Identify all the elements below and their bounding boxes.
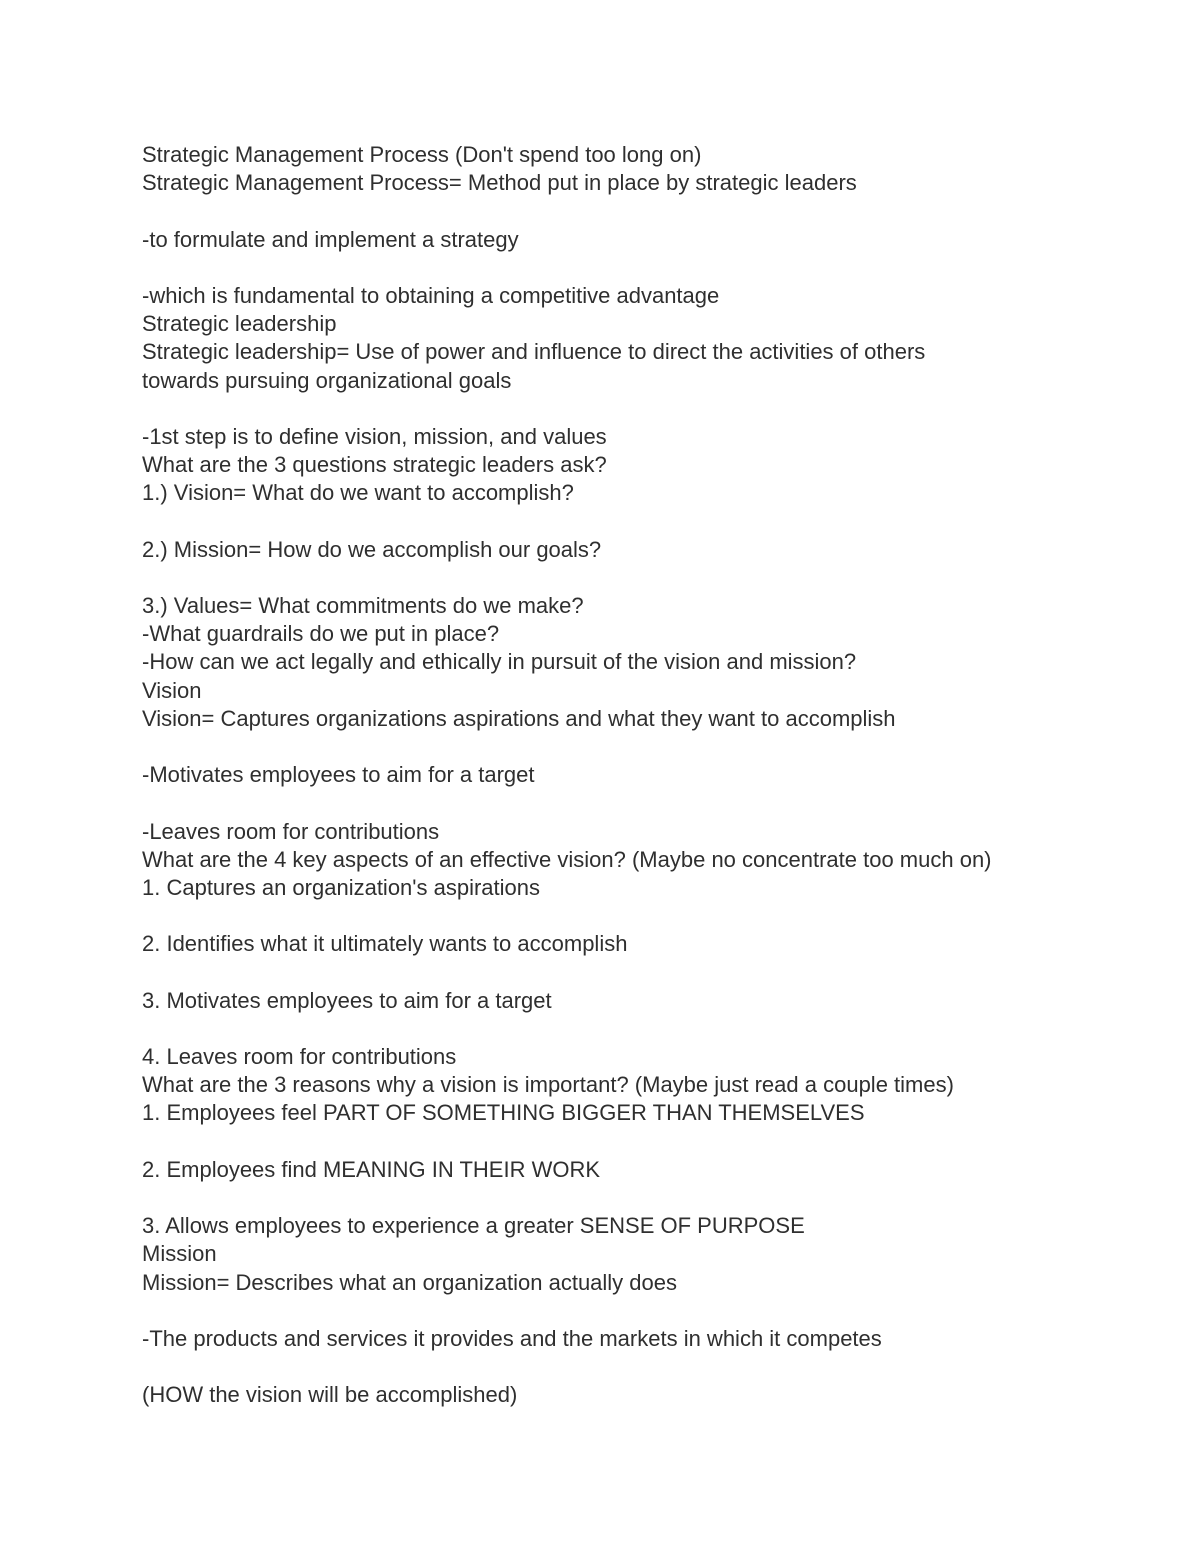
text-line: Vision= Captures organizations aspirations and what they want to accomplish	[142, 705, 896, 731]
text-line	[142, 1015, 1142, 1043]
text-line: Mission	[142, 1241, 217, 1267]
text-line: Strategic Management Process (Don't spend too long on)	[142, 142, 702, 167]
text-line: 1.) Vision= What do we want to accomplish?	[142, 480, 574, 506]
text-line: -1st step is to define vision, mission, and values	[142, 423, 607, 449]
text-line: -How can we act legally and ethically in pursuit of the vision and mission?	[142, 649, 857, 675]
text-line: What are the 3 reasons why a vision is important? (Maybe just read a couple times)	[142, 1072, 954, 1098]
text-line: 1. Captures an organization's aspirations	[142, 874, 540, 900]
text-line: What are the 4 key aspects of an effective vision? (Maybe no concentrate too much on)	[142, 846, 992, 872]
text-line	[142, 733, 1142, 761]
text-line: 3. Motivates employees to aim for a target	[142, 987, 552, 1013]
document-body	[142, 141, 1142, 1409]
text-line: Mission= Describes what an organization actually does	[142, 1269, 678, 1295]
text-line: Strategic Management Process= Method put in place by strategic leaders	[142, 170, 857, 196]
text-line	[142, 395, 1142, 423]
text-line: 3. Allows employees to experience a greater SENSE OF PURPOSE	[142, 1213, 805, 1239]
text-line	[142, 1184, 1142, 1212]
text-line: Vision	[142, 677, 202, 703]
text-line: Strategic leadership= Use of power and influence to direct the activities of others	[142, 339, 926, 365]
text-line: (HOW the vision will be accomplished)	[142, 1382, 518, 1408]
text-line: -Leaves room for contributions	[142, 818, 440, 844]
text-line: -The products and services it provides and the markets in which it competes	[142, 1325, 882, 1351]
text-line	[142, 789, 1142, 817]
text-line: What are the 3 questions strategic leaders ask?	[142, 452, 607, 478]
text-line	[142, 1128, 1142, 1156]
text-line: 1. Employees feel PART OF SOMETHING BIGGER THAN THEMSELVES	[142, 1100, 865, 1126]
text-line: 2. Employees find MEANING IN THEIR WORK	[142, 1156, 601, 1182]
text-line: 2.) Mission= How do we accomplish our goals?	[142, 536, 602, 562]
text-line	[142, 507, 1142, 535]
text-line	[142, 564, 1142, 592]
text-line	[142, 254, 1142, 282]
text-line	[142, 958, 1142, 986]
text-line: 2. Identifies what it ultimately wants to accomplish	[142, 931, 628, 957]
text-line	[142, 902, 1142, 930]
text-line	[142, 197, 1142, 225]
text-line: -which is fundamental to obtaining a competitive advantage	[142, 282, 720, 308]
text-line: Strategic leadership	[142, 311, 337, 337]
text-line: 4. Leaves room for contributions	[142, 1044, 457, 1069]
text-line: towards pursuing organizational goals	[142, 367, 512, 393]
text-line: -What guardrails do we put in place?	[142, 621, 500, 647]
text-line: 3.) Values= What commitments do we make?	[142, 593, 584, 618]
text-line: -Motivates employees to aim for a target	[142, 762, 535, 788]
text-line	[142, 1297, 1142, 1325]
text-line: -to formulate and implement a strategy	[142, 226, 519, 252]
text-line	[142, 1353, 1142, 1381]
